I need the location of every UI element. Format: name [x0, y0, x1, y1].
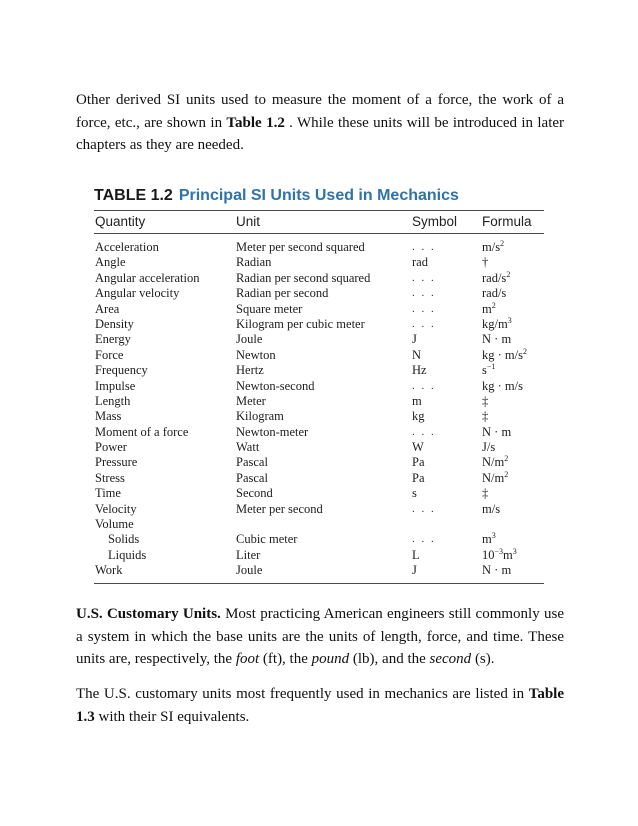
cell-formula	[482, 563, 511, 578]
cell-unit: Square meter	[236, 301, 303, 316]
cell-unit: Meter	[236, 393, 266, 408]
cell-symbol: Pa	[412, 470, 425, 485]
cell-formula	[482, 486, 488, 501]
formula-base: kg/m	[482, 316, 508, 331]
cell-formula	[482, 502, 500, 517]
cell-quantity: Solids	[108, 532, 140, 547]
cell-symbol: . . .	[412, 425, 436, 438]
cell-quantity: Power	[95, 440, 127, 455]
cell-unit: Joule	[236, 563, 263, 578]
table-row	[94, 471, 544, 486]
cell-symbol: . . .	[412, 271, 436, 284]
table-row	[94, 302, 544, 317]
formula-exponent: 2	[522, 346, 527, 356]
formula-exponent: 2	[500, 238, 505, 248]
cell-unit: Joule	[236, 332, 263, 347]
cell-symbol: N	[412, 347, 422, 362]
cell-unit: Kilogram per cubic meter	[236, 316, 365, 331]
cell-unit: Newton	[236, 347, 276, 362]
closing-paragraph	[76, 683, 564, 728]
formula-base: rad/s	[482, 286, 507, 301]
customary-heading: U.S. Customary Units.	[76, 606, 221, 622]
cell-formula	[482, 348, 527, 363]
customary-text: (ft), the	[259, 651, 312, 667]
customary-text: Most practicing American engineers still commonly use a system in which the base units are the units of length, force, and time. These units are, respectively, the	[76, 606, 564, 667]
cell-unit: Kilogram	[236, 409, 284, 424]
cell-unit: Hertz	[236, 363, 264, 378]
cell-symbol: kg	[412, 409, 425, 424]
table-row	[94, 363, 544, 378]
header-unit: Unit	[236, 214, 261, 229]
header-formula: Formula	[482, 214, 532, 229]
formula-exponent: 2	[506, 269, 511, 279]
cell-unit: Radian per second	[236, 286, 329, 301]
cell-unit: Pascal	[236, 455, 268, 470]
formula-base: rad/s	[482, 270, 507, 285]
table-reference: Table 1.2	[226, 114, 285, 131]
cell-formula	[482, 409, 488, 424]
cell-formula	[482, 425, 511, 440]
table-row	[94, 425, 544, 440]
cell-formula	[482, 255, 488, 270]
formula-base: kg · m/s	[482, 347, 523, 362]
cell-formula	[482, 548, 517, 563]
table-row	[94, 517, 544, 532]
cell-quantity: Frequency	[95, 363, 148, 378]
table-number: TABLE 1.2	[94, 187, 173, 204]
formula-base: ‡	[482, 486, 489, 501]
table-rule-bottom	[94, 583, 544, 584]
cell-formula	[482, 302, 496, 317]
intro-text-end: . While these units will be introduced in later chapters as they are needed.	[76, 114, 565, 153]
cell-symbol: . . .	[412, 287, 436, 300]
table-row	[94, 317, 544, 332]
header-symbol: Symbol	[412, 214, 458, 229]
table-row	[94, 286, 544, 301]
cell-symbol: . . .	[412, 379, 436, 392]
cell-quantity: Angle	[95, 255, 126, 270]
cell-formula	[482, 286, 506, 301]
cell-unit: Newton-second	[236, 378, 315, 393]
formula-exponent: 3	[491, 531, 496, 541]
cell-quantity: Force	[95, 347, 124, 362]
formula-base: s	[482, 363, 487, 378]
cell-quantity: Density	[95, 316, 134, 331]
formula-base: m/s	[482, 240, 501, 254]
cell-quantity: Work	[95, 563, 123, 578]
cell-symbol: . . .	[412, 317, 436, 330]
table-row	[94, 332, 544, 347]
cell-formula	[482, 455, 508, 470]
cell-unit: Pascal	[236, 470, 268, 485]
cell-formula	[482, 332, 511, 347]
table-row	[94, 563, 544, 578]
formula-base: m	[482, 532, 492, 547]
formula-base: N · m	[482, 424, 512, 439]
table-title	[94, 186, 459, 206]
table-row	[94, 502, 544, 517]
formula-base: N/m	[482, 470, 505, 485]
cell-unit: Newton-meter	[236, 424, 309, 439]
formula-base: ‡	[482, 409, 489, 424]
intro-text: Other derived SI units used to measure the moment of a force, the work of a force, etc., are shown in	[76, 92, 564, 131]
cell-unit: Second	[236, 486, 273, 501]
cell-quantity: Area	[95, 301, 120, 316]
cell-unit: Meter per second squared	[236, 240, 365, 254]
table-caption: Principal SI Units Used in Mechanics	[178, 187, 459, 204]
formula-base: J/s	[482, 440, 496, 455]
formula-base: kg · m/s	[482, 378, 523, 393]
cell-quantity: Length	[95, 393, 131, 408]
table-row	[94, 532, 544, 547]
table-row	[94, 348, 544, 363]
cell-quantity: Mass	[95, 409, 122, 424]
cell-unit: Cubic meter	[236, 532, 298, 547]
table-body	[94, 240, 544, 579]
customary-text: (s).	[471, 651, 495, 667]
cell-formula	[482, 317, 512, 332]
cell-quantity: Velocity	[95, 501, 137, 516]
cell-symbol: J	[412, 332, 417, 347]
cell-formula	[482, 440, 495, 455]
table-rule-header	[94, 233, 544, 234]
table-row	[94, 486, 544, 501]
cell-symbol: s	[412, 486, 417, 501]
formula-base: ‡	[482, 393, 489, 408]
formula-base: N · m	[482, 563, 512, 578]
cell-quantity: Angular velocity	[95, 286, 180, 301]
cell-symbol: rad	[412, 255, 428, 270]
formula-base: m/s	[482, 501, 501, 516]
cell-formula	[482, 271, 510, 286]
formula-exponent: −3	[494, 546, 504, 556]
formula-exponent: 2	[491, 300, 496, 310]
table-rule-top	[94, 210, 544, 211]
cell-formula	[482, 471, 508, 486]
cell-formula	[482, 394, 488, 409]
formula-base: 10	[482, 547, 495, 562]
formula-exponent: 3	[512, 546, 517, 556]
table-row	[94, 271, 544, 286]
cell-symbol: J	[412, 563, 417, 578]
cell-formula	[482, 240, 504, 255]
cell-quantity: Stress	[95, 470, 125, 485]
formula-exponent: 2	[504, 454, 509, 464]
cell-quantity: Moment of a force	[95, 424, 189, 439]
term-pound: pound	[311, 651, 350, 667]
cell-symbol: W	[412, 440, 424, 455]
customary-units-paragraph	[76, 603, 564, 671]
formula-base: m	[482, 301, 492, 316]
formula-base: N/m	[482, 455, 505, 470]
cell-unit: Meter per second	[236, 501, 323, 516]
cell-unit: Watt	[236, 440, 260, 455]
cell-quantity: Energy	[95, 332, 131, 347]
cell-quantity: Liquids	[108, 547, 147, 562]
cell-symbol: . . .	[412, 533, 436, 546]
table-row	[94, 548, 544, 563]
cell-formula	[482, 532, 496, 547]
table-row	[94, 409, 544, 424]
cell-quantity: Time	[95, 486, 121, 501]
header-quantity: Quantity	[95, 214, 146, 229]
intro-paragraph	[76, 89, 564, 157]
table-row	[94, 379, 544, 394]
closing-text-end: with their SI equivalents.	[94, 708, 250, 725]
table-row	[94, 255, 544, 270]
cell-quantity: Volume	[95, 517, 134, 532]
cell-symbol: m	[412, 393, 422, 408]
formula-exponent: 2	[504, 469, 509, 479]
cell-quantity: Acceleration	[95, 240, 159, 254]
cell-quantity: Angular acceleration	[95, 270, 200, 285]
cell-symbol: . . .	[412, 502, 436, 515]
table-row	[94, 240, 544, 255]
cell-formula	[482, 363, 495, 378]
cell-unit: Radian per second squared	[236, 270, 371, 285]
table-row	[94, 455, 544, 470]
cell-symbol: . . .	[412, 302, 436, 315]
cell-quantity: Pressure	[95, 455, 138, 470]
formula-exponent: −1	[486, 361, 496, 371]
cell-symbol: Pa	[412, 455, 425, 470]
customary-text: (lb), and the	[349, 651, 430, 667]
table-row	[94, 394, 544, 409]
cell-unit: Radian	[236, 255, 272, 270]
formula-base: †	[482, 255, 489, 270]
closing-text: The U.S. customary units most frequently used in mechanics are listed in	[76, 686, 529, 702]
cell-symbol: Hz	[412, 363, 427, 378]
table-row	[94, 440, 544, 455]
table-reference: Table 1.3	[76, 686, 564, 725]
cell-symbol: . . .	[412, 241, 436, 253]
term-foot: foot	[235, 651, 260, 667]
formula-base: N · m	[482, 332, 512, 347]
term-second: second	[429, 651, 472, 667]
formula-exponent: 3	[507, 315, 512, 325]
cell-symbol: L	[412, 547, 420, 562]
cell-unit: Liter	[236, 547, 261, 562]
cell-formula	[482, 379, 523, 394]
formula-unit: m	[503, 547, 513, 562]
cell-quantity: Impulse	[95, 378, 136, 393]
